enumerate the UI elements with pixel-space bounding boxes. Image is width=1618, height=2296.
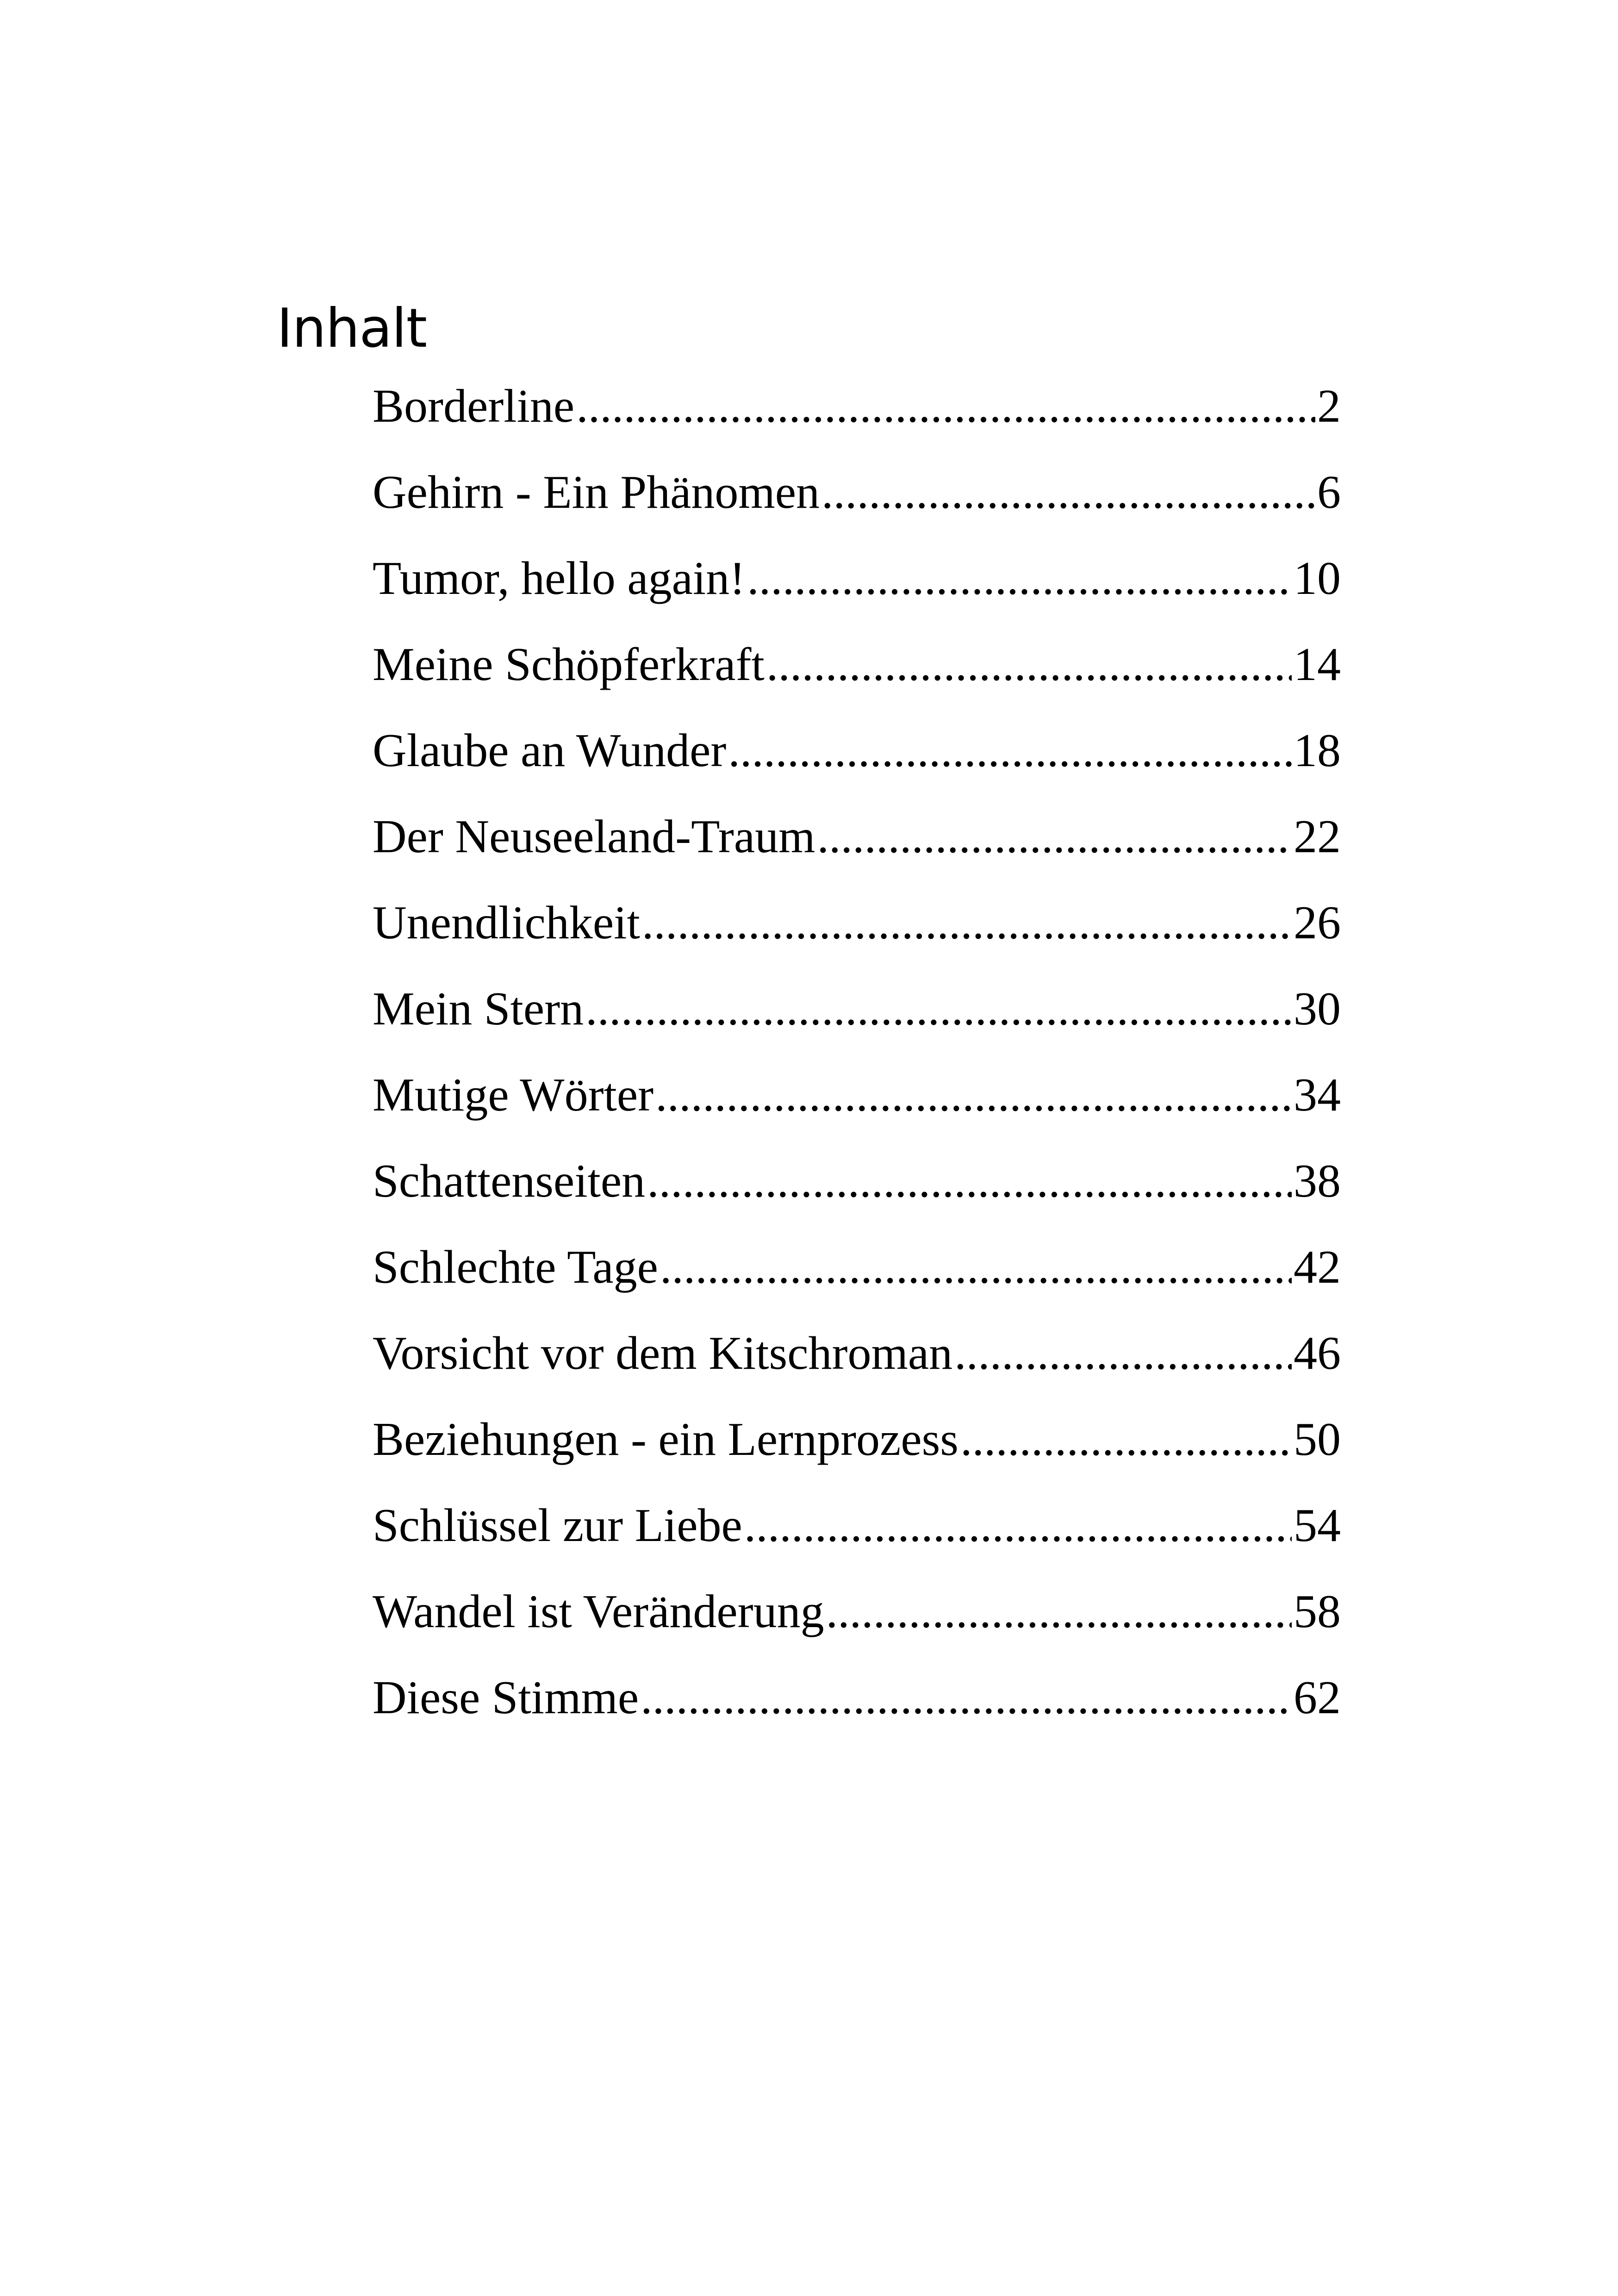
- toc-dot-leader: [766, 622, 1292, 708]
- toc-entry-title: Schlechte Tage: [373, 1241, 658, 1293]
- toc-entry-page: 2: [1317, 380, 1341, 432]
- toc-entry[interactable]: [373, 1310, 1341, 1397]
- toc-entry-page: 46: [1294, 1327, 1341, 1379]
- toc-entry-page: 62: [1294, 1672, 1341, 1724]
- toc-entry-title: Borderline: [373, 380, 575, 432]
- toc-entry[interactable]: [373, 1138, 1341, 1224]
- toc-entry-title: Gehirn - Ein Phänomen: [373, 466, 820, 518]
- toc-entry[interactable]: [373, 622, 1341, 708]
- toc-entry-page: 50: [1294, 1413, 1341, 1466]
- toc-entry-page: 30: [1294, 983, 1341, 1035]
- toc-entry[interactable]: [373, 1397, 1341, 1483]
- toc-dot-leader: [641, 1655, 1292, 1741]
- toc-entry-page: 6: [1317, 466, 1341, 518]
- toc-entry[interactable]: [373, 1483, 1341, 1569]
- toc-dot-leader: [817, 794, 1292, 880]
- toc-dot-leader: [642, 880, 1292, 966]
- toc-dot-leader: [954, 1310, 1292, 1397]
- toc-entry-page: 10: [1294, 552, 1341, 605]
- toc-dot-leader: [585, 966, 1292, 1052]
- toc-entry[interactable]: [373, 363, 1341, 449]
- toc-entry-title: Glaube an Wunder: [373, 724, 727, 777]
- toc-entry-title: Vorsicht vor dem Kitschroman: [373, 1327, 953, 1379]
- toc-dot-leader: [655, 1052, 1292, 1138]
- toc-entry-title: Wandel ist Veränderung: [373, 1585, 824, 1638]
- toc-entry[interactable]: [373, 1569, 1341, 1655]
- toc-entry-title: Meine Schöpferkraft: [373, 638, 765, 691]
- toc-dot-leader: [744, 1483, 1292, 1569]
- toc-entry-title: Tumor, hello again!: [373, 552, 746, 605]
- toc-entry[interactable]: [373, 1655, 1341, 1741]
- toc-dot-leader: [576, 363, 1315, 449]
- toc-entry-page: 14: [1294, 638, 1341, 691]
- toc-entry[interactable]: [373, 1052, 1341, 1138]
- toc-heading: Inhalt: [277, 297, 427, 360]
- toc-entry-page: 42: [1294, 1241, 1341, 1293]
- toc-entry-page: 18: [1294, 724, 1341, 777]
- toc-dot-leader: [826, 1569, 1292, 1655]
- toc-dot-leader: [960, 1397, 1292, 1483]
- toc-dot-leader: [747, 536, 1292, 622]
- toc-entry-page: 34: [1294, 1069, 1341, 1121]
- toc-entry-page: 58: [1294, 1585, 1341, 1638]
- table-of-contents: [373, 363, 1341, 1741]
- toc-dot-leader: [647, 1138, 1292, 1224]
- toc-entry[interactable]: [373, 794, 1341, 880]
- toc-dot-leader: [821, 449, 1315, 536]
- toc-dot-leader: [728, 708, 1292, 794]
- toc-entry[interactable]: [373, 880, 1341, 966]
- toc-entry-title: Schattenseiten: [373, 1155, 646, 1207]
- toc-entry[interactable]: [373, 708, 1341, 794]
- toc-entry-page: 54: [1294, 1499, 1341, 1552]
- toc-entry[interactable]: [373, 966, 1341, 1052]
- toc-entry-title: Mein Stern: [373, 983, 584, 1035]
- toc-entry-title: Schlüssel zur Liebe: [373, 1499, 742, 1552]
- toc-entry[interactable]: [373, 449, 1341, 536]
- toc-dot-leader: [660, 1224, 1292, 1310]
- toc-entry-page: 26: [1294, 897, 1341, 949]
- toc-entry-title: Beziehungen - ein Lernprozess: [373, 1413, 958, 1466]
- toc-entry[interactable]: [373, 1224, 1341, 1310]
- toc-entry[interactable]: [373, 536, 1341, 622]
- toc-entry-title: Unendlichkeit: [373, 897, 640, 949]
- toc-entry-title: Der Neuseeland-Traum: [373, 811, 815, 863]
- toc-entry-title: Mutige Wörter: [373, 1069, 654, 1121]
- toc-entry-page: 22: [1294, 811, 1341, 863]
- toc-entry-page: 38: [1294, 1155, 1341, 1207]
- toc-entry-title: Diese Stimme: [373, 1672, 639, 1724]
